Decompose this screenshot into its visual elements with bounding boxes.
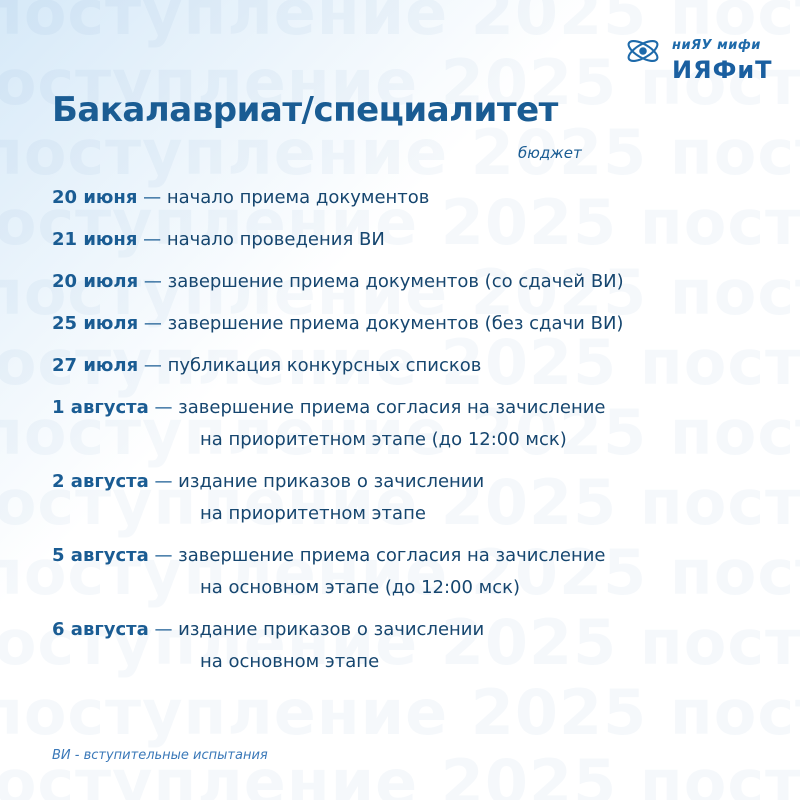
event-line <box>52 350 782 382</box>
event-date: 21 июня <box>52 229 138 250</box>
watermark-line <box>0 678 800 748</box>
page-subtitle: бюджет <box>518 144 582 162</box>
event-list <box>52 182 782 688</box>
event-item <box>52 466 782 530</box>
event-description: начало проведения ВИ <box>166 229 385 250</box>
event-date: 2 августа <box>52 471 149 492</box>
event-item <box>52 350 782 382</box>
event-dash: — <box>148 397 179 418</box>
event-dash: — <box>148 545 179 566</box>
event-line <box>52 308 782 340</box>
event-item <box>52 614 782 678</box>
page-title: Бакалавриат/специалитет <box>52 90 558 130</box>
event-date: 5 августа <box>52 545 149 566</box>
event-date: 1 августа <box>52 397 149 418</box>
event-dash: — <box>138 355 168 376</box>
event-description: завершение приема документов (со сдачей ВИ) <box>167 271 624 292</box>
event-item <box>52 266 782 298</box>
event-dash: — <box>148 471 179 492</box>
event-continuation: на приоритетном этапе (до 12:00 мск) <box>200 429 567 450</box>
logo-institute-name: ИЯФиТ <box>672 56 773 84</box>
event-description: публикация конкурсных списков <box>167 355 482 376</box>
event-dash: — <box>137 229 167 250</box>
event-line <box>52 392 782 424</box>
event-dash: — <box>137 187 167 208</box>
event-dash: — <box>138 271 168 292</box>
logo-university-name: ниЯУ мифи <box>672 38 761 53</box>
event-item <box>52 392 782 456</box>
event-item <box>52 540 782 604</box>
event-line <box>52 466 782 498</box>
event-description: издание приказов о зачислении <box>178 619 485 640</box>
event-line <box>52 266 782 298</box>
event-date: 6 августа <box>52 619 149 640</box>
atom-icon <box>624 32 662 70</box>
event-date: 25 июля <box>52 313 139 334</box>
event-date: 20 июня <box>52 187 138 208</box>
footnote: ВИ - вступительные испытания <box>52 748 268 763</box>
event-description: завершение приема документов (без сдачи ВИ) <box>167 313 624 334</box>
event-dash: — <box>148 619 179 640</box>
event-line <box>52 182 782 214</box>
event-date: 20 июля <box>52 271 139 292</box>
event-dash: — <box>138 313 168 334</box>
event-item <box>52 224 782 256</box>
event-description: завершение приема согласия на зачисление <box>178 397 606 418</box>
event-date: 27 июля <box>52 355 139 376</box>
event-line <box>52 224 782 256</box>
event-continuation: на приоритетном этапе <box>200 503 426 524</box>
event-item <box>52 182 782 214</box>
event-line <box>52 540 782 572</box>
logo <box>624 30 773 86</box>
event-item <box>52 308 782 340</box>
event-description: начало приема документов <box>166 187 430 208</box>
event-continuation: на основном этапе <box>200 651 380 672</box>
event-description: издание приказов о зачислении <box>178 471 485 492</box>
event-description: завершение приема согласия на зачисление <box>178 545 606 566</box>
event-line <box>52 614 782 646</box>
event-continuation: на основном этапе (до 12:00 мск) <box>200 577 521 598</box>
